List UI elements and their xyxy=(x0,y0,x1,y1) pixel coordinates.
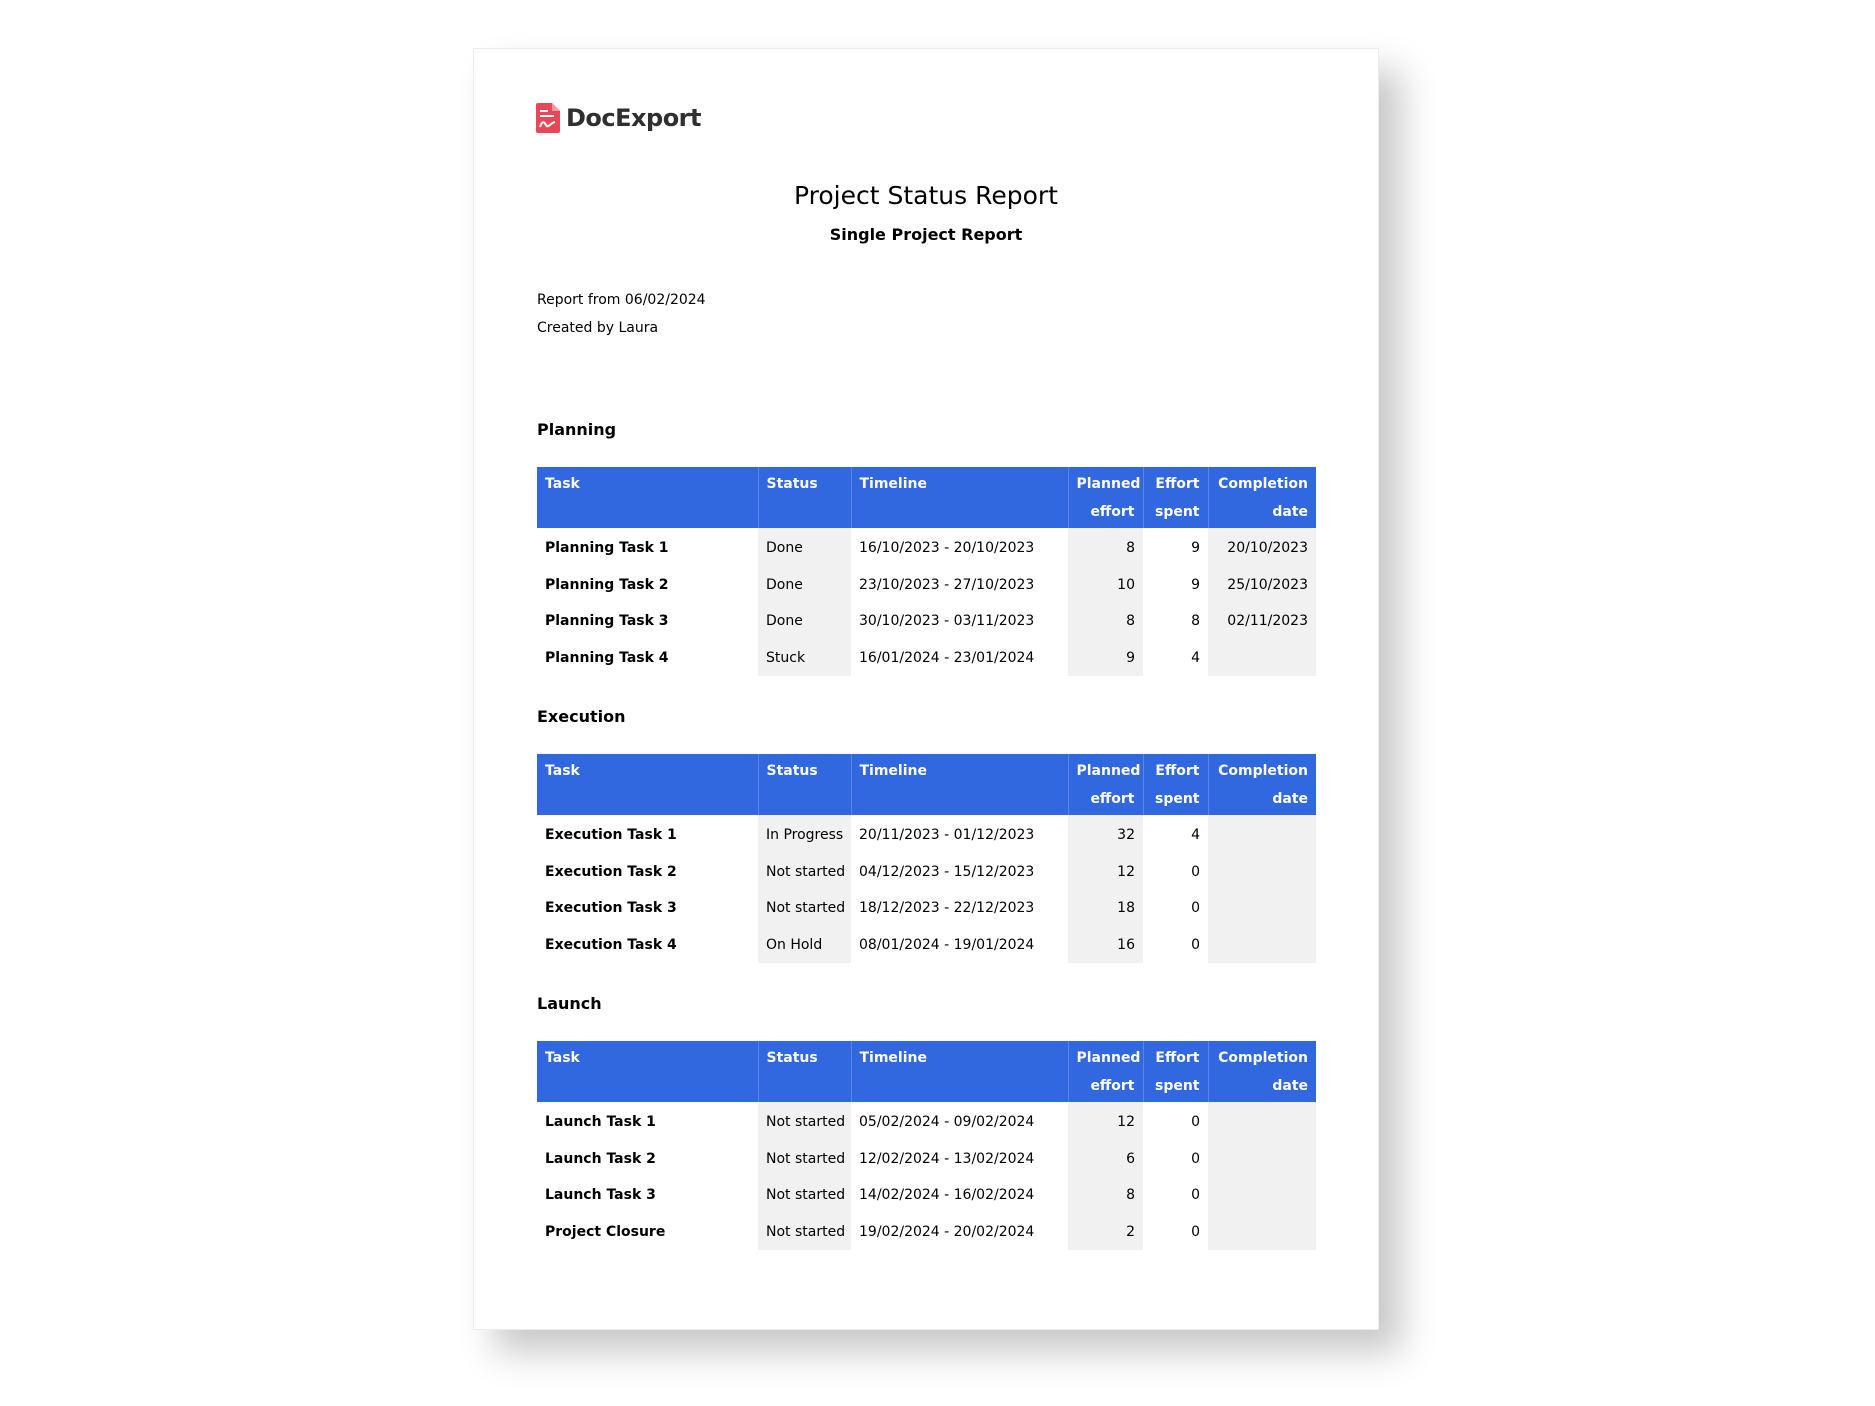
cell-effort-spent: 0 xyxy=(1191,1223,1200,1240)
cell-task: Launch Task 3 xyxy=(545,1187,656,1204)
column-header-planned-effort: Planned effort xyxy=(1068,1041,1143,1102)
section-title-launch: Launch xyxy=(537,994,602,1013)
column-header-status: Status xyxy=(758,1041,851,1102)
cell-task: Launch Task 1 xyxy=(545,1114,656,1131)
cell-planned-effort: 16 xyxy=(1068,927,1143,964)
cell-completion-date xyxy=(1208,1102,1316,1141)
cell-timeline: 08/01/2024 - 19/01/2024 xyxy=(859,936,1035,953)
cell-effort-spent: 0 xyxy=(1191,1114,1200,1131)
cell-timeline: 16/10/2023 - 20/10/2023 xyxy=(859,540,1035,557)
column-header-completion-date: Completion date xyxy=(1208,754,1316,815)
cell-status: Done xyxy=(758,603,851,640)
cell-task: Planning Task 3 xyxy=(545,613,669,630)
table-row xyxy=(537,815,1316,854)
document-page xyxy=(473,48,1379,1330)
cell-planned-effort: 6 xyxy=(1068,1141,1143,1178)
cell-completion-date xyxy=(1208,1141,1316,1178)
report-subtitle: Single Project Report xyxy=(829,225,1023,244)
cell-effort-spent: 4 xyxy=(1191,827,1200,844)
table-row xyxy=(537,1141,1316,1178)
cell-task: Planning Task 2 xyxy=(545,576,669,593)
cell-effort-spent: 0 xyxy=(1191,1187,1200,1204)
column-header-effort-spent: Effort spent xyxy=(1143,754,1208,815)
cell-planned-effort: 8 xyxy=(1068,1177,1143,1214)
table-row xyxy=(537,640,1316,677)
cell-task: Execution Task 2 xyxy=(545,863,677,880)
cell-status: Done xyxy=(758,528,851,567)
column-header-status: Status xyxy=(758,754,851,815)
column-header-completion-date: Completion date xyxy=(1208,1041,1316,1102)
table-row xyxy=(537,1102,1316,1141)
column-header-status: Status xyxy=(758,467,851,528)
cell-status: On Hold xyxy=(758,927,851,964)
section-title-execution: Execution xyxy=(537,707,626,726)
cell-effort-spent: 8 xyxy=(1191,613,1200,630)
cell-status: Stuck xyxy=(758,640,851,677)
table-row xyxy=(537,1177,1316,1214)
execution-table xyxy=(537,754,1316,963)
table-row xyxy=(537,927,1316,964)
cell-status: Not started xyxy=(758,854,851,891)
cell-completion-date xyxy=(1208,1177,1316,1214)
cell-completion-date: 20/10/2023 xyxy=(1208,528,1316,567)
table-row xyxy=(537,890,1316,927)
cell-planned-effort: 10 xyxy=(1068,567,1143,604)
cell-planned-effort: 2 xyxy=(1068,1214,1143,1251)
cell-task: Execution Task 3 xyxy=(545,900,677,917)
table-row xyxy=(537,528,1316,567)
report-meta xyxy=(537,286,706,342)
column-header-completion-date: Completion date xyxy=(1208,467,1316,528)
planning-table xyxy=(537,467,1316,676)
cell-effort-spent: 0 xyxy=(1191,936,1200,953)
column-header-effort-spent: Effort spent xyxy=(1143,467,1208,528)
cell-timeline: 30/10/2023 - 03/11/2023 xyxy=(859,613,1035,630)
table-header-row xyxy=(537,1041,1316,1102)
cell-planned-effort: 8 xyxy=(1068,603,1143,640)
cell-effort-spent: 4 xyxy=(1191,649,1200,666)
cell-status: Done xyxy=(758,567,851,604)
cell-timeline: 16/01/2024 - 23/01/2024 xyxy=(859,649,1035,666)
column-header-planned-effort: Planned effort xyxy=(1068,467,1143,528)
cell-completion-date: 02/11/2023 xyxy=(1208,603,1316,640)
cell-completion-date: 25/10/2023 xyxy=(1208,567,1316,604)
document-logo-icon xyxy=(536,103,560,133)
cell-completion-date xyxy=(1208,927,1316,964)
table-row xyxy=(537,603,1316,640)
cell-task: Execution Task 4 xyxy=(545,936,677,953)
cell-planned-effort: 32 xyxy=(1068,815,1143,854)
brand-name: DocExport xyxy=(566,104,701,132)
cell-effort-spent: 9 xyxy=(1191,576,1200,593)
cell-planned-effort: 12 xyxy=(1068,1102,1143,1141)
cell-planned-effort: 12 xyxy=(1068,854,1143,891)
cell-timeline: 14/02/2024 - 16/02/2024 xyxy=(859,1187,1035,1204)
cell-completion-date xyxy=(1208,890,1316,927)
section-title-planning: Planning xyxy=(537,420,617,439)
column-header-effort-spent: Effort spent xyxy=(1143,1041,1208,1102)
table-row xyxy=(537,567,1316,604)
cell-planned-effort: 8 xyxy=(1068,528,1143,567)
report-title: Project Status Report xyxy=(794,181,1058,210)
cell-status: Not started xyxy=(758,1141,851,1178)
cell-completion-date xyxy=(1208,1214,1316,1251)
cell-task: Launch Task 2 xyxy=(545,1150,656,1167)
cell-completion-date xyxy=(1208,854,1316,891)
cell-timeline: 12/02/2024 - 13/02/2024 xyxy=(859,1150,1035,1167)
cell-effort-spent: 0 xyxy=(1191,863,1200,880)
cell-task: Execution Task 1 xyxy=(545,827,677,844)
column-header-timeline: Timeline xyxy=(851,754,1068,815)
cell-timeline: 05/02/2024 - 09/02/2024 xyxy=(859,1114,1035,1131)
cell-status: In Progress xyxy=(758,815,851,854)
cell-status: Not started xyxy=(758,890,851,927)
cell-planned-effort: 9 xyxy=(1068,640,1143,677)
cell-task: Project Closure xyxy=(545,1223,666,1240)
column-header-task: Task xyxy=(537,467,758,528)
cell-timeline: 04/12/2023 - 15/12/2023 xyxy=(859,863,1035,880)
cell-task: Planning Task 4 xyxy=(545,649,669,666)
table-header-row xyxy=(537,754,1316,815)
cell-completion-date xyxy=(1208,815,1316,854)
cell-task: Planning Task 1 xyxy=(545,540,669,557)
report-date: Report from 06/02/2024 xyxy=(537,292,706,308)
column-header-task: Task xyxy=(537,754,758,815)
cell-timeline: 20/11/2023 - 01/12/2023 xyxy=(859,827,1035,844)
column-header-task: Task xyxy=(537,1041,758,1102)
table-header-row xyxy=(537,467,1316,528)
cell-effort-spent: 0 xyxy=(1191,1150,1200,1167)
cell-effort-spent: 0 xyxy=(1191,900,1200,917)
table-row xyxy=(537,854,1316,891)
cell-effort-spent: 9 xyxy=(1191,540,1200,557)
column-header-planned-effort: Planned effort xyxy=(1068,754,1143,815)
cell-completion-date xyxy=(1208,640,1316,677)
cell-timeline: 19/02/2024 - 20/02/2024 xyxy=(859,1223,1035,1240)
report-author: Created by Laura xyxy=(537,320,659,336)
cell-status: Not started xyxy=(758,1214,851,1251)
cell-status: Not started xyxy=(758,1102,851,1141)
launch-table xyxy=(537,1041,1316,1250)
cell-timeline: 18/12/2023 - 22/12/2023 xyxy=(859,900,1035,917)
cell-status: Not started xyxy=(758,1177,851,1214)
brand-logo xyxy=(536,102,701,134)
column-header-timeline: Timeline xyxy=(851,467,1068,528)
cell-planned-effort: 18 xyxy=(1068,890,1143,927)
table-row xyxy=(537,1214,1316,1251)
cell-timeline: 23/10/2023 - 27/10/2023 xyxy=(859,576,1035,593)
column-header-timeline: Timeline xyxy=(851,1041,1068,1102)
